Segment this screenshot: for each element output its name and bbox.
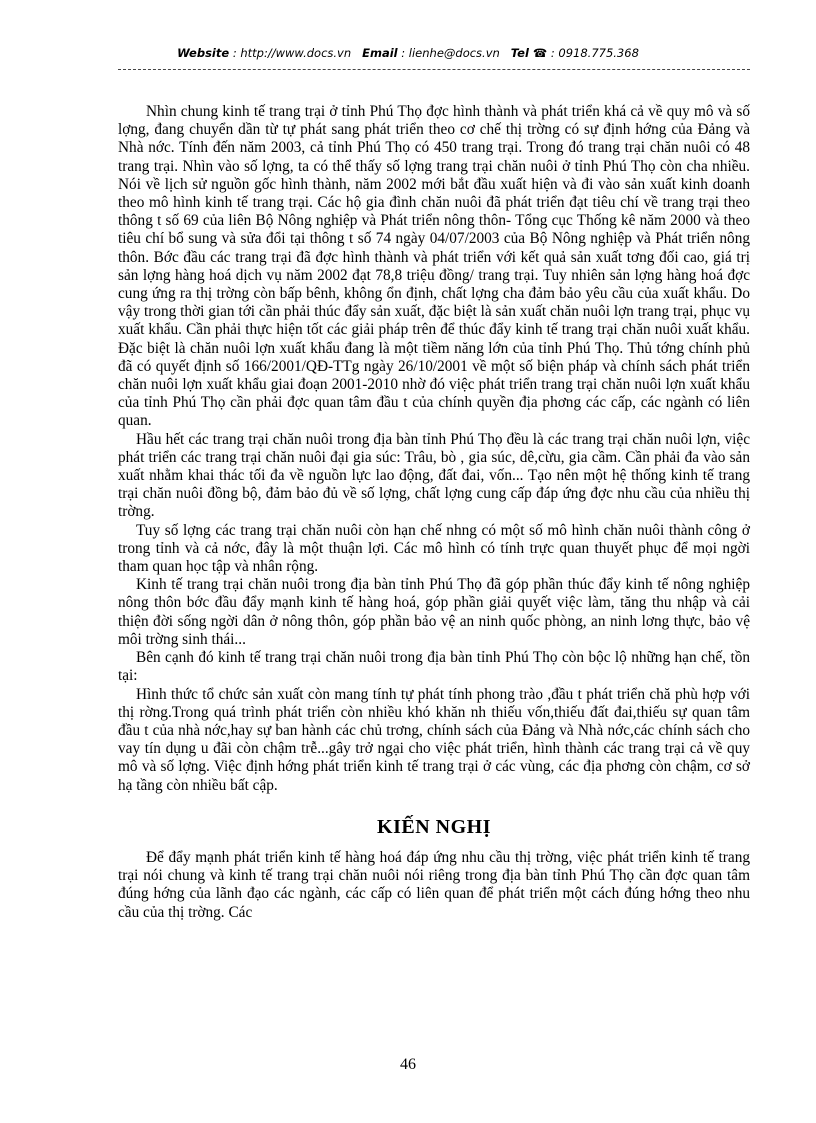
website-value: : http://www.docs.vn [232,46,352,60]
page-number: 46 [400,1056,416,1073]
paragraph-4: Kinh tế trang trại chăn nuôi trong địa bàn tỉnh Phú Thọ đã góp phần thúc đẩy kinh tế nông nghiệp nông thôn bớc đầu đẩy mạnh kinh tế hàng hoá, góp phần giải quyết việc làm, tăng thu nhập và cải thiện đời sống ngời dân ở nông thôn, góp phần bảo vệ an ninh quốc phòng, an ninh lơng thực, bảo vệ môi trờng sinh thái... [118,576,750,648]
paragraph-6: Hình thức tổ chức sản xuất còn mang tính tự phát tính phong trào ,đầu t phát triển chă phù hợp với thị rờng.Trong quá trình phát triển còn nhiều khó khăn nh thiếu vốn,thiếu đất đai,thiếu sự quan tâm đầu t của nhà nớc,hay sự ban hành các chủ trơng, chính sách của Đảng và Nhà nớc,các chính sách cho vay tín dụng u đãi còn chậm trễ...gây trở ngại cho việc phát triển, hình thành các trang trại cả về quy mô và số lợng. Việc định hớng phát triển kinh tế trang trại ở các vùng, các địa phơng còn chậm, cơ sở hạ tầng còn nhiều bất cập. [118,685,750,794]
section-heading: KIẾN NGHỊ [377,815,491,838]
closing-paragraph: Để đẩy mạnh phát triển kinh tế hàng hoá đáp ứng nhu cầu thị trờng, việc phát triển kinh tế trang trại nói chung và kinh tế trang trại chăn nuôi nói riêng trong địa bàn tỉnh Phú Thọ cần đợc quan tâm đúng hớng của lãnh đạo các ngành, các cấp có liên quan để phát triển một cách đúng hớng theo nhu cầu của thị trờng. Các [118,848,750,921]
website-label: Website [177,46,230,60]
email-value: : lienhe@docs.vn [401,46,500,60]
document-body [118,103,750,922]
paragraph-2: Hầu hết các trang trại chăn nuôi trong địa bàn tỉnh Phú Thọ đều là các trang trại chăn nuôi lợn, việc phát triển các trang trại chăn nuôi đại gia súc: Trâu, bò , gia súc, dê,cừu, gia cầm. Cần phải đa vào sản xuất nhằm khai thác tối đa về nguồn lực lao động, đất đai, vốn... Tạo nên một hệ thống kinh tế trang trại chăn nuôi đồng bộ, đảm bảo đủ về số lợng, chất lợng cung cấp đáp ứng đợc nhu cầu của nhiều thị trờng. [118,430,750,521]
paragraph-5: Bên cạnh đó kinh tế trang trại chăn nuôi trong địa bàn tỉnh Phú Thọ còn bộc lộ những hạn chế, tồn tại: [118,649,750,685]
page-header [0,46,816,60]
header-divider [118,69,750,70]
tel-label: Tel ☎ [510,46,548,60]
paragraph-3: Tuy số lợng các trang trại chăn nuôi còn hạn chế nhng có một số mô hình chăn nuôi thành công ở trong tỉnh và cả nớc, đây là một thuận lợi. Các mô hình có tính trực quan thuyết phục để mọi ngời tham quan học tập và nhân rộng. [118,521,750,576]
email-label: Email [362,46,398,60]
tel-value: : 0918.775.368 [550,46,639,60]
paragraph-1: Nhìn chung kinh tế trang trại ở tỉnh Phú Thọ đợc hình thành và phát triển khá cả về quy mô và số lợng, đang chuyển dần từ tự phát sang phát triển theo cơ chế thị trờng có sự định hớng của Đảng và Nhà nớc. Tính đến năm 2003, cả tỉnh Phú Thọ có 450 trang trại. Trong đó trang trại chăn nuôi có 48 trang trại. Nhìn vào số lợng, ta có thể thấy số lợng trang trại chăn nuôi ở tỉnh Phú Thọ còn cha nhiều. Nói về lịch sử nguồn gốc hình thành, năm 2002 mới bắt đầu xuất hiện và đi vào sản xuất kinh doanh theo mô hình kinh tế trang trại. Các hộ gia đình chăn nuôi đã phát triển đạt tiêu chí về trang trại theo thông t số 69 của liên Bộ Nông nghiệp và Phát triển nông thôn- Tổng cục Thống kê năm 2000 và theo tiêu chí bổ sung và sửa đổi tại thông t số 74 ngày 04/07/2003 của Bộ Nông nghiệp và Phát triển nông thôn. Bớc đầu các trang trại đã đợc hình thành và phát triển với kết quả sản xuất tơng đối cao, giá trị sản lợng hàng hoá dịch vụ năm 2002 đạt 78,8 triệu đồng/ trang trại. Tuy nhiên sản lợng hàng hoá đợc cung ứng ra thị trờng còn bấp bênh, không ổn định, chất lợng cha đảm bảo yêu cầu của xuất khẩu. Do vậy trong thời gian tới cần phải thúc đẩy sản xuất, đặc biệt là sản xuất chăn nuôi lợn trang trại, phục vụ xuất khẩu. Cần phải thực hiện tốt các giải pháp trên để thúc đẩy kinh tế trang trại chăn nuôi xuất khẩu. Đặc biệt là chăn nuôi lợn xuất khẩu đang là một tiềm năng lớn của tỉnh Phú Thọ. Thủ tớng chính phủ đã có quyết định số 166/2001/QĐ-TTg ngày 26/10/2001 về một số biện pháp và chính sách phát triển chăn nuôi lợn xuất khẩu giai đoạn 2001-2010 nhờ đó việc phát triển trang trại chăn nuôi lợn xuất khẩu của tỉnh Phú Thọ cần phải đợc quan tâm đầu t của chính quyền địa phơng các cấp, các ngành có liên quan. [118,103,750,430]
